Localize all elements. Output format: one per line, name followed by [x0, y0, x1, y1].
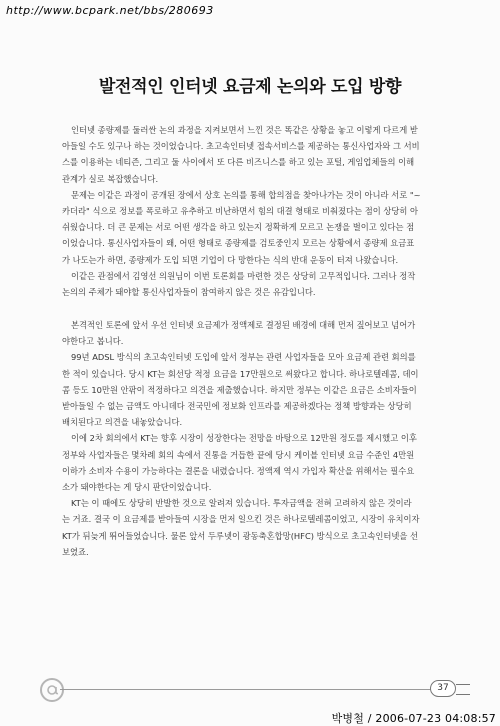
- page-number: 37: [430, 680, 456, 697]
- text-line: 이같은 관점에서 김영선 의원님이 이번 토론회를 마련한 것은 상당히 고무적입니다. 그러나 정작: [71, 270, 416, 281]
- paragraph: [62, 317, 450, 349]
- article-body: [62, 122, 450, 560]
- text-line: 받아들일 수 없는 금액도 아니데다 전국민에 정보화 인프라를 제공하겠다는 정책 방향과는 상당히: [62, 401, 412, 411]
- text-line: 는 거죠. 결국 이 요금제를 받아들여 시장을 먼저 일으킨 것은 하나로텔레콤이었고, 시장이 유치이자: [62, 514, 420, 525]
- text-line: 한 적이 있습니다. 당시 KT는 회선당 적정 요금을 17만원으로 써왔다고 합니다. 하나로텔레콤, 데이: [62, 368, 419, 379]
- text-line: KT가 뒤늦게 뛰어들었습니다. 물론 앞서 두루넷이 광동축혼합망(HFC) 방식으로 초고속인터넷을 선: [62, 530, 419, 541]
- text-line: 이하가 소비자 수용이 가능하다는 결론을 내렸습니다. 정액제 역시 가입자 확산을 위해서는 필수요: [62, 465, 415, 476]
- page-number-tab: [456, 684, 470, 695]
- text-line: 스를 이용하는 네티즌, 그리고 둘 사이에서 또 다른 비즈니스를 하고 있는 포털, 게임업체들의 이해: [62, 157, 415, 168]
- paragraph: [62, 430, 450, 495]
- text-line: 야한다고 봅니다.: [62, 336, 124, 347]
- paragraph: [62, 122, 450, 187]
- text-line: 정부와 사업자들은 몇차례 회의 속에서 진통을 거듭한 끝에 당시 케이블 인터넷 요금 수준인 4만원: [62, 449, 415, 460]
- text-line: 논의의 주체가 돼야할 통신사업자들이 참여하지 않은 것은 유감입니다.: [62, 286, 316, 297]
- text-line: 배치된다고 의견을 내놓았습니다.: [62, 417, 183, 428]
- footer-divider: [60, 689, 434, 690]
- author-timestamp: 박병철 / 2006-07-23 04:08:57: [331, 712, 496, 725]
- article-title: 발전적인 인터넷 요금제 논의와 도입 방향: [98, 77, 402, 97]
- text-line: 관계가 실로 복잡했습니다.: [62, 173, 159, 184]
- text-line: 본격적인 토론에 앞서 우선 인터넷 요금제가 정액제로 결정된 배경에 대해 먼저 짚어보고 넘어가: [71, 320, 416, 331]
- paragraph: [62, 187, 450, 268]
- text-line: 가 나도는가 하면, 종량제가 도입 되면 기업이 다 망한다는 식의 반대 운동이 터져 나왔습니다.: [62, 254, 399, 265]
- text-line: 아들일 수도 있구나 하는 것이었습니다. 초고속인터넷 접속서비스를 제공하는 통신사업자와 그 서비: [62, 141, 420, 152]
- text-line: 카더라" 식으로 정보를 폭로하고 유추하고 비난하면서 힘의 대결 형태로 비춰졌다는 점이 상당히 아: [62, 205, 419, 216]
- text-line: 이에 2차 회의에서 KT는 향후 시장이 성장한다는 전망을 바탕으로 12만원 정도를 제시했고 이후: [71, 433, 417, 444]
- source-url: http://www.bcpark.net/bbs/280693: [6, 4, 214, 17]
- text-line: 이었습니다. 통신사업자들이 왜, 어떤 형태로 종량제를 검토중인지 모르는 상황에서 종량제 요금표: [62, 238, 415, 249]
- paragraph-gap: [62, 300, 450, 317]
- text-line: 문제는 이같은 과정이 공개된 장에서 상호 논의를 통해 합의점을 찾아나가는 것이 아니라 서로 "~: [71, 189, 421, 200]
- text-line: 콤 등도 10만원 안팎이 적정하다고 의견을 제출했습니다. 하지만 정부는 이같은 요금은 소비자들이: [62, 384, 417, 395]
- at-sign-logo-icon: [40, 678, 64, 702]
- text-line: KT는 이 때에도 상당히 반발한 것으로 알려져 있습니다. 투자금액을 전혀 고려하지 않은 것이라: [71, 498, 412, 509]
- paragraph: [62, 495, 450, 560]
- text-line: 보였죠.: [62, 546, 89, 557]
- text-line: 인터넷 종량제를 둘러싼 논의 과정을 지켜보면서 느낀 것은 똑같은 상황을 놓고 이렇게 다르게 받: [71, 125, 418, 135]
- paragraph: [62, 349, 450, 430]
- text-line: 99년 ADSL 방식의 초고속인터넷 도입에 앞서 정부는 관련 사업자들을 모아 요금제 관련 회의를: [71, 352, 416, 363]
- at-sign-icon: [42, 680, 62, 700]
- paragraph: [62, 268, 450, 300]
- text-line: 쉬웠습니다. 더 큰 문제는 서로 어떤 생각을 하고 있는지 정확하게 모르고 논쟁을 벌이고 있다는 점: [62, 222, 415, 233]
- text-line: 소가 돼야한다는 게 당시 판단이었습니다.: [62, 481, 212, 492]
